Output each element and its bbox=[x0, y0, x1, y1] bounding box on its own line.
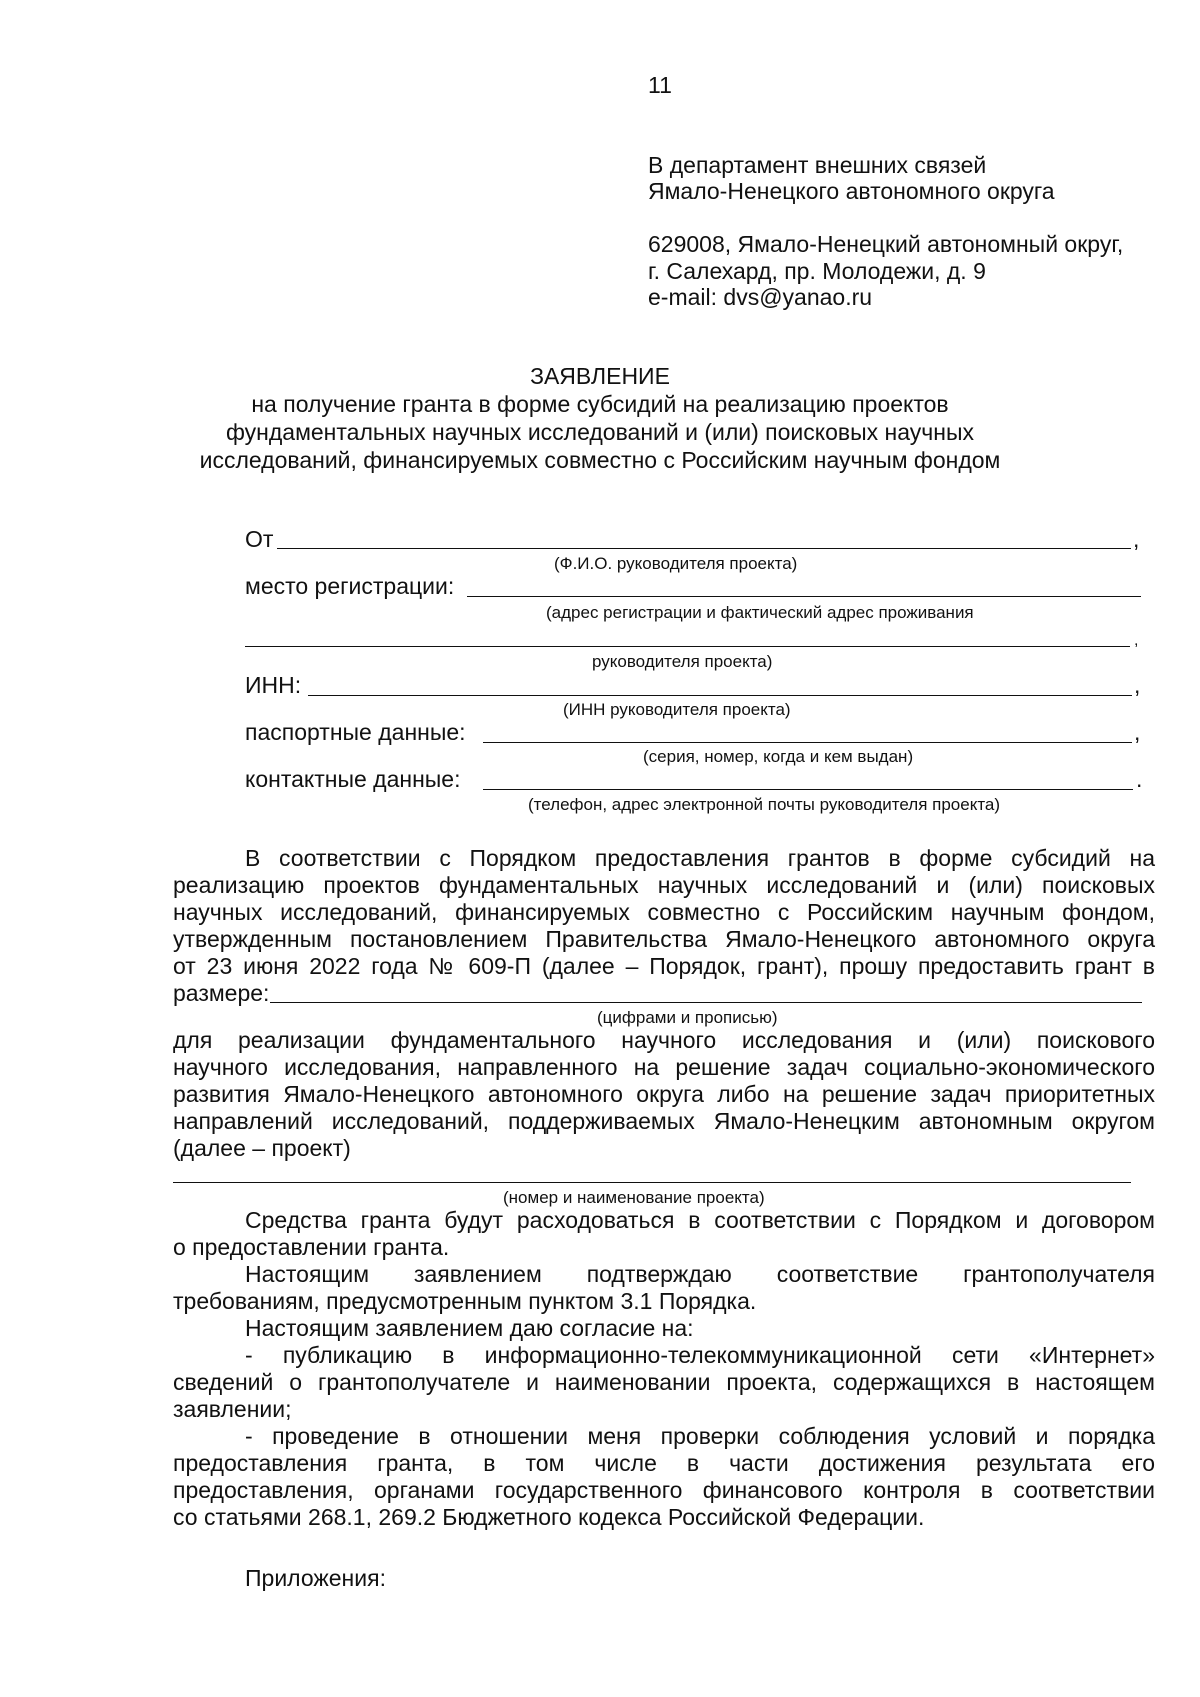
project-input-line[interactable] bbox=[173, 1182, 1131, 1183]
p2-line-1: для реализации фундаментального научного исследования и (или) поискового bbox=[173, 1027, 1155, 1053]
p2-line-5: (далее – проект) bbox=[173, 1135, 351, 1161]
passport-comma: , bbox=[1134, 719, 1141, 745]
amount-label: размере: bbox=[173, 980, 270, 1006]
document-title: ЗАЯВЛЕНИЕ bbox=[530, 363, 670, 389]
contacts-input-line[interactable] bbox=[483, 789, 1133, 790]
p1-line-5: от 23 июня 2022 года № 609-П (далее – Порядок, грант), прошу предоставить грант в bbox=[173, 953, 1155, 979]
document-subtitle-line-3: исследований, финансируемых совместно с Российским научным фондом bbox=[199, 447, 1001, 473]
inn-comma: , bbox=[1134, 672, 1141, 698]
amount-caption: (цифрами и прописью) bbox=[597, 1008, 778, 1027]
p2-line-4: направлений исследований, поддерживаемых Ямало-Ненецким автономным округом bbox=[173, 1108, 1155, 1134]
p1-line-3: научных исследований, финансируемых совместно с Российским научным фондом, bbox=[173, 899, 1155, 925]
addressee-address-1: 629008, Ямало-Ненецкий автономный округ, bbox=[648, 231, 1124, 257]
from-label: От bbox=[245, 526, 274, 552]
page-number: 11 bbox=[648, 72, 672, 98]
registration-input-line-2[interactable] bbox=[245, 646, 1130, 647]
addressee-email: e-mail: dvs@yanao.ru bbox=[648, 284, 873, 310]
bullet-2-line-3: предоставления, органами государственного финансового контроля в соответствии bbox=[173, 1477, 1155, 1503]
from-input-line[interactable] bbox=[277, 548, 1131, 549]
attachments-label: Приложения: bbox=[245, 1565, 386, 1591]
contacts-period: . bbox=[1136, 766, 1143, 792]
p1-line-4: утвержденным постановлением Правительства Ямало-Ненецкого автономного округа bbox=[173, 926, 1155, 952]
inn-input-line[interactable] bbox=[308, 695, 1132, 696]
from-caption: (Ф.И.О. руководителя проекта) bbox=[554, 554, 798, 573]
p1-line-1: В соответствии с Порядком предоставления грантов в форме субсидий на bbox=[245, 845, 1155, 871]
bullet-2-line-2: предоставления гранта, в том числе в части достижения результата его bbox=[173, 1450, 1155, 1476]
bullet-1-line-1: - публикацию в информационно-телекоммуникационной сети «Интернет» bbox=[245, 1342, 1155, 1368]
bullet-1-line-3: заявлении; bbox=[173, 1396, 292, 1422]
registration-caption-1: (адрес регистрации и фактический адрес проживания bbox=[546, 603, 974, 622]
inn-caption: (ИНН руководителя проекта) bbox=[563, 700, 791, 719]
registration-label: место регистрации: bbox=[245, 573, 455, 599]
p1-line-2: реализацию проектов фундаментальных научных исследований и (или) поисковых bbox=[173, 872, 1155, 898]
document-subtitle-line-2: фундаментальных научных исследований и (или) поисковых научных bbox=[226, 419, 974, 445]
registration-input-line[interactable] bbox=[467, 596, 1141, 597]
from-comma: , bbox=[1133, 526, 1140, 552]
project-caption: (номер и наименование проекта) bbox=[503, 1188, 765, 1207]
inn-label: ИНН: bbox=[245, 672, 302, 698]
contacts-label: контактные данные: bbox=[245, 766, 461, 792]
registration-caption-2: руководителя проекта) bbox=[592, 652, 773, 671]
p4-line-2: требованиям, предусмотренным пунктом 3.1 Порядка. bbox=[173, 1288, 757, 1314]
addressee-line-2: Ямало-Ненецкого автономного округа bbox=[648, 178, 1055, 204]
p2-line-2: научного исследования, направленного на решение задач социально-экономического bbox=[173, 1054, 1155, 1080]
addressee-line-1: В департамент внешних связей bbox=[648, 152, 987, 178]
amount-input-line[interactable] bbox=[270, 1002, 1142, 1003]
passport-label: паспортные данные: bbox=[245, 719, 466, 745]
passport-input-line[interactable] bbox=[483, 742, 1132, 743]
bullet-2-line-1: - проведение в отношении меня проверки соблюдения условий и порядка bbox=[245, 1423, 1155, 1449]
p3-line-1: Средства гранта будут расходоваться в соответствии с Порядком и договором bbox=[245, 1207, 1155, 1233]
p3-line-2: о предоставлении гранта. bbox=[173, 1234, 450, 1260]
p5-line-1: Настоящим заявлением даю согласие на: bbox=[245, 1315, 694, 1341]
bullet-2-line-4: со статьями 268.1, 269.2 Бюджетного кодекса Российской Федерации. bbox=[173, 1504, 925, 1530]
p4-line-1: Настоящим заявлением подтверждаю соответствие грантополучателя bbox=[245, 1261, 1155, 1287]
p2-line-3: развития Ямало-Ненецкого автономного округа либо на решение задач приоритетных bbox=[173, 1081, 1155, 1107]
contacts-caption: (телефон, адрес электронной почты руководителя проекта) bbox=[528, 795, 1001, 814]
addressee-address-2: г. Салехард, пр. Молодежи, д. 9 bbox=[648, 258, 986, 284]
registration-comma: , bbox=[1134, 632, 1139, 649]
document-subtitle-line-1: на получение гранта в форме субсидий на реализацию проектов bbox=[251, 391, 949, 417]
passport-caption: (серия, номер, когда и кем выдан) bbox=[643, 747, 914, 766]
bullet-1-line-2: сведений о грантополучателе и наименовании проекта, содержащихся в настоящем bbox=[173, 1369, 1155, 1395]
